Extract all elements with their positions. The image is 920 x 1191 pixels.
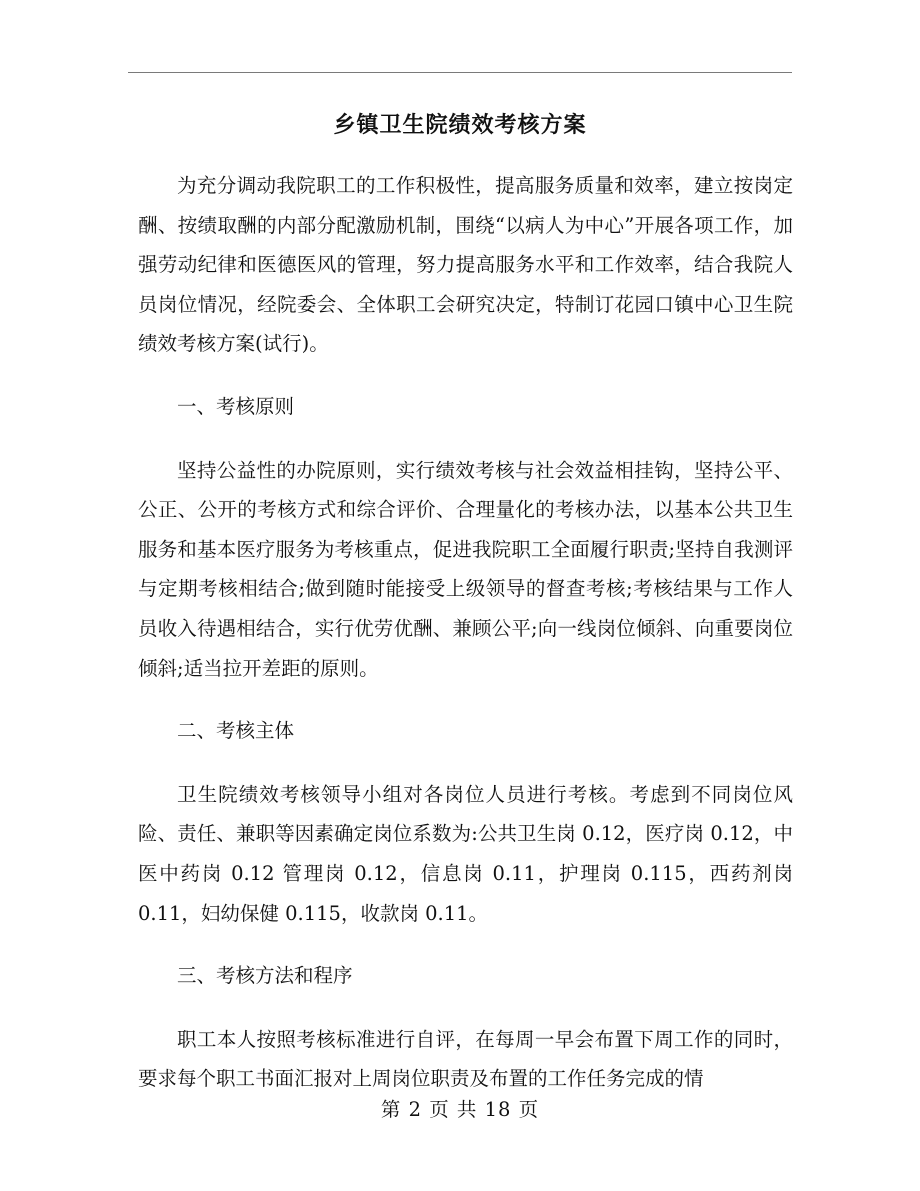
section-heading-subject: 二、考核主体 [177,719,295,743]
method-paragraph: 职工本人按照考核标准进行自评，在每周一早会布置下周工作的同时，要求每个职工书面汇报对上周岗位职责及布置的工作任务完成的情 [138,1027,793,1091]
page-number-footer: 第 2 页 共 18 页 [380,1098,540,1121]
document-body [138,166,793,1122]
section-heading-method: 三、考核方法和程序 [177,964,353,988]
principles-paragraph: 坚持公益性的办院原则，实行绩效考核与社会效益相挂钩，坚持公平、公正、公开的考核方式和综合评价、合理量化的考核办法，以基本公共卫生服务和基本医疗服务为考核重点，促进我院职工全面履行职责;坚持自我测评与定期考核相结合;做到随时能接受上级领导的督查考核;考核结果与工作人员收入待遇相结合，实行优劳优酬、兼顾公平;向一线岗位倾斜、向重要岗位倾斜;适当拉开差距的原则。 [138,458,793,680]
intro-paragraph: 为充分调动我院职工的工作积极性，提高服务质量和效率，建立按岗定酬、按绩取酬的内部分配激励机制，围绕“以病人为中心”开展各项工作，加强劳动纪律和医德医风的管理，努力提高服务水平和工作效率，结合我院人员岗位情况，经院委会、全体职工会研究决定，特制订花园口镇中心卫生院绩效考核方案(试行)。 [138,174,793,356]
header-rule [128,72,792,73]
document-title: 乡镇卫生院绩效考核方案 [333,112,587,138]
subject-paragraph: 卫生院绩效考核领导小组对各岗位人员进行考核。考虑到不同岗位风险、责任、兼职等因素确定岗位系数为:公共卫生岗 0.12，医疗岗 0.12，中医中药岗 0.12 管理岗 0.12，信息岗 0.11，护理岗 0.115，西药剂岗 0.11，妇幼保健 0.115，收款岗 0.11。 [138,782,793,925]
section-heading-principles: 一、考核原则 [177,394,295,418]
